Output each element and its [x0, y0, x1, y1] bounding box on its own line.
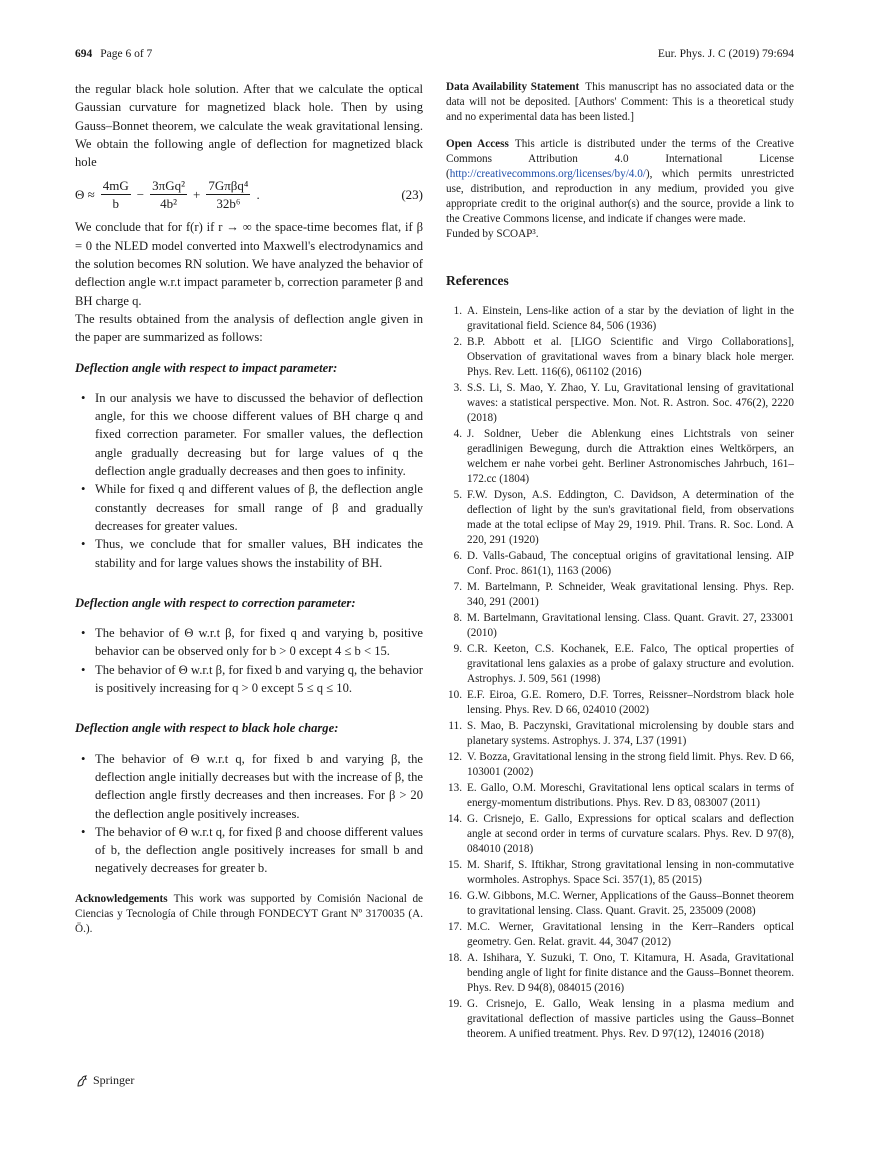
term-3: [206, 177, 250, 212]
reference-item: [446, 304, 794, 334]
conclusion-paragraph: We conclude that for f(r) if r → ∞ the space-time becomes flat, if β = 0 the NLED model converted into Maxwell's electrodynamics and the solution becomes RN solution. We have analyzed the behavior of deflection angle w.r.t impact parameter b, correction parameter β and BH charge q.: [75, 220, 423, 308]
reference-number: 17.: [448, 921, 462, 934]
reference-number: 15.: [448, 859, 462, 872]
reference-number: 5.: [453, 489, 462, 502]
bullet-list-charge: [75, 750, 423, 878]
funded-by: Funded by SCOAP³.: [446, 228, 539, 240]
equation-end: .: [256, 186, 260, 202]
term-3-denominator: 32b⁶: [216, 196, 241, 212]
reference-item: [446, 889, 794, 919]
reference-item: [446, 719, 794, 749]
springer-horse-icon: [75, 1074, 89, 1088]
page-header: [75, 48, 794, 64]
reference-item: [446, 951, 794, 996]
bullet-list-impact: [75, 389, 423, 572]
reference-text: S.S. Li, S. Mao, Y. Zhao, Y. Lu, Gravitational lensing of gravitational waves: a statistical perspective. Mon. Not. R. Astron. Soc. 476(2), 2220 (2018): [467, 382, 794, 425]
reference-text: S. Mao, B. Paczynski, Gravitational microlensing by double stars and planetary systems. Astrophys. J. 374, L37 (1991): [467, 720, 794, 748]
open-access-text-2: ), which permits unrestricted use, distribution, and reproduction in any medium, provided you give appropriate credit to the original author(s) and the source, provide a link to the Creative Commons license, and indicate if changes were made.: [446, 168, 794, 225]
reference-item: [446, 488, 794, 548]
reference-number: 19.: [448, 998, 462, 1011]
summary-paragraph: The results obtained from the analysis of deflection angle given in the paper are summarized as follows:: [75, 311, 423, 345]
section-heading-charge: Deflection angle with respect to black hole charge:: [75, 721, 339, 736]
ack-label: Acknowledgements: [75, 892, 168, 905]
reference-item: [446, 642, 794, 687]
reference-number: 18.: [448, 952, 462, 965]
reference-number: 13.: [448, 782, 462, 795]
term-1: [101, 177, 131, 212]
reference-item: [446, 812, 794, 857]
reference-text: V. Bozza, Gravitational lensing in the strong field limit. Phys. Rev. D 66, 103001 (2002): [467, 751, 794, 779]
reference-number: 3.: [453, 382, 462, 395]
reference-text: F.W. Dyson, A.S. Eddington, C. Davidson, A determination of the deflection of light by the sun's gravitational field, from observations made at the total eclipse of May 29, 1919. Phil. Trans. R. Soc. Lond. A 220, 291 (1920): [467, 489, 794, 547]
term-2: [150, 177, 187, 212]
reference-text: E.F. Eiroa, G.E. Romero, D.F. Torres, Reissner–Nordstrom black hole lensing. Phys. Rev. D 66, 024010 (2002): [467, 689, 794, 717]
term-2-denominator: 4b²: [160, 196, 177, 212]
reference-text: E. Gallo, O.M. Moreschi, Gravitational lens optical scalars in terms of energy-momentum distributions. Phys. Rev. D 83, 083007 (2011): [467, 782, 794, 810]
bullet-item: • The behavior of Θ w.r.t q, for fixed b and varying β, the deflection angle initially decreases but with the increase of β, the deflection angle firstly decreases and then increases. For β > 20 the deflection angle positively increases.: [95, 750, 423, 823]
operator-minus: −: [136, 186, 145, 202]
bullet-item: • Thus, we conclude that for smaller values, BH indicates the stability and for large values shows the instability of BH.: [95, 535, 423, 572]
reference-number: 7.: [453, 581, 462, 594]
journal-citation: Eur. Phys. J. C (2019) 79:694: [657, 48, 794, 60]
equation-23: [75, 177, 423, 212]
data-availability-label: Data Availability Statement: [446, 81, 580, 93]
reference-item: [446, 997, 794, 1042]
data-availability-text: This manuscript has no associated data or the data will not be deposited. [Authors' Comment: This is a theoretical study and no experimental data has been listed.]: [446, 81, 795, 123]
term-1-numerator: 4mG: [102, 178, 129, 194]
open-access: [446, 137, 794, 242]
data-availability: [446, 80, 794, 125]
term-2-numerator: 3πGq²: [152, 178, 185, 194]
reference-number: 11.: [448, 720, 462, 733]
reference-item: [446, 920, 794, 950]
reference-text: M. Bartelmann, Gravitational lensing. Class. Quant. Gravit. 27, 233001 (2010): [467, 612, 794, 640]
references-list: [446, 304, 794, 1042]
term-1-denominator: b: [112, 196, 120, 212]
reference-number: 12.: [448, 751, 462, 764]
section-heading-correction: Deflection angle with respect to correction parameter:: [75, 595, 356, 610]
reference-number: 1.: [453, 305, 462, 318]
reference-item: [446, 781, 794, 811]
page-of: Page 6 of 7: [100, 48, 153, 60]
reference-item: [446, 381, 794, 426]
header-left: [75, 48, 152, 60]
open-access-text-1: This article is distributed under the terms of the Creative Commons Attribution 4.0 International License (: [446, 138, 794, 180]
bullet-item: • In our analysis we have to discussed the behavior of deflection angle, for this we choose different values of BH charge q and fixed correction parameter. For smaller values, the deflection angle gradually decreasing but for large values of q the deflection angle gradually decreases and then goes to infinity.: [95, 389, 423, 480]
reference-number: 10.: [448, 689, 462, 702]
reference-item: [446, 335, 794, 380]
reference-text: D. Valls-Gabaud, The conceptual origins of gravitational lensing. AIP Conf. Proc. 861(1), 1163 (2006): [467, 550, 794, 578]
bullet-item: • The behavior of Θ w.r.t β, for fixed b and varying q, the behavior is positively increasing for q > 0 except 5 ≤ q ≤ 10.: [95, 661, 423, 698]
publisher-name: Springer: [93, 1073, 135, 1087]
reference-item: [446, 611, 794, 641]
intro-paragraph: the regular black hole solution. After that we calculate the optical Gaussian curvature for magnetized black hole. Then by using Gauss–Bonnet theorem, we calculate the weak gravitational lensing. We obtain the following angle of deflection for magnetized black hole: [75, 82, 423, 170]
reference-number: 4.: [453, 428, 462, 441]
reference-item: [446, 750, 794, 780]
reference-text: G.W. Gibbons, M.C. Werner, Applications of the Gauss–Bonnet theorem to gravitational lensing. Class. Quant. Gravit. 25, 235009 (2008): [467, 890, 794, 918]
ack-text: This work was supported by Comisión Nacional de Ciencias y Tecnología of Chile through FONDECYT Grant Nº 3170035 (A. Ö.).: [75, 892, 423, 935]
reference-item: [446, 549, 794, 579]
reference-text: M.C. Werner, Gravitational lensing in the Kerr–Randers optical geometry. Gen. Relat. gravit. 44, 3047 (2012): [467, 921, 794, 949]
bullet-item: • While for fixed q and different values of β, the deflection angle constantly decreases for small range of β and gradually decreases for greater values.: [95, 480, 423, 535]
open-access-label: Open Access: [446, 138, 509, 150]
bullet-list-correction: [75, 624, 423, 697]
equation-body: [75, 177, 260, 212]
section-heading-impact: Deflection angle with respect to impact parameter:: [75, 360, 338, 375]
reference-text: A. Einstein, Lens-like action of a star by the deviation of light in the gravitational field. Science 84, 506 (1936): [467, 305, 794, 333]
reference-number: 2.: [453, 336, 462, 349]
reference-text: M. Sharif, S. Iftikhar, Strong gravitational lensing in non-commutative wormholes. Astrophys. Space Sci. 357(1), 85 (2015): [467, 859, 794, 887]
reference-text: J. Soldner, Ueber die Ablenkung eines Lichtstrals von seiner geradlinigen Bewegung, durch die Attraktion eines Weltkörpers, an welchem er nahe vorbei geht. Berliner Astronomisches Jahrbuch, 161–172.cc (1804): [467, 428, 794, 486]
reference-item: [446, 580, 794, 610]
term-3-numerator: 7Gπβq⁴: [208, 178, 249, 194]
equation-lhs: Θ ≈: [75, 186, 95, 202]
acknowledgements: [75, 892, 423, 937]
references-heading: References: [446, 273, 509, 288]
reference-text: G. Crisnejo, E. Gallo, Weak lensing in a plasma medium and gravitational deflection of massive particles using the Gauss–Bonnet theorem. A unified treatment. Phys. Rev. D 97(12), 124016 (2018): [467, 998, 794, 1041]
reference-number: 16.: [448, 890, 462, 903]
reference-item: [446, 427, 794, 487]
reference-item: [446, 858, 794, 888]
bullet-item: • The behavior of Θ w.r.t β, for fixed q and varying b, positive behavior can be observed only for b > 0 except 4 ≤ b < 15.: [95, 624, 423, 661]
license-link[interactable]: http://creativecommons.org/licenses/by/4.0/: [449, 168, 646, 180]
operator-plus: +: [192, 186, 201, 202]
left-column: [75, 80, 423, 948]
reference-text: A. Ishihara, Y. Suzuki, T. Ono, T. Kitamura, H. Asada, Gravitational bending angle of light for finite distance and the Gauss–Bonnet theorem. Phys. Rev. D 94(8), 084015 (2016): [467, 952, 794, 995]
right-column: [446, 80, 794, 1043]
reference-text: B.P. Abbott et al. [LIGO Scientific and Virgo Collaborations], Observation of gravitational waves from a binary black hole merger. Phys. Rev. Lett. 116(6), 061102 (2016): [467, 336, 794, 379]
reference-text: C.R. Keeton, C.S. Kochanek, E.E. Falco, The optical properties of gravitational lens galaxies as a probe of galaxy structure and evolution. Astrophys. J. 509, 561 (1998): [467, 643, 794, 686]
reference-text: G. Crisnejo, E. Gallo, Expressions for optical scalars and deflection angle at second order in terms of curvature scalars. Phys. Rev. D 97(8), 084010 (2018): [467, 813, 794, 856]
reference-text: M. Bartelmann, P. Schneider, Weak gravitational lensing. Phys. Rep. 340, 291 (2001): [467, 581, 794, 609]
reference-number: 14.: [448, 813, 462, 826]
equation-number: (23): [401, 186, 423, 202]
page-footer: [75, 1073, 134, 1088]
reference-number: 6.: [453, 550, 462, 563]
page-number: 694: [75, 48, 93, 60]
reference-item: [446, 688, 794, 718]
bullet-item: • The behavior of Θ w.r.t q, for fixed β and choose different values of b, the deflection angle positively increases for small b and negatively decreases for greater b.: [95, 823, 423, 878]
reference-number: 8.: [453, 612, 462, 625]
reference-number: 9.: [453, 643, 462, 656]
